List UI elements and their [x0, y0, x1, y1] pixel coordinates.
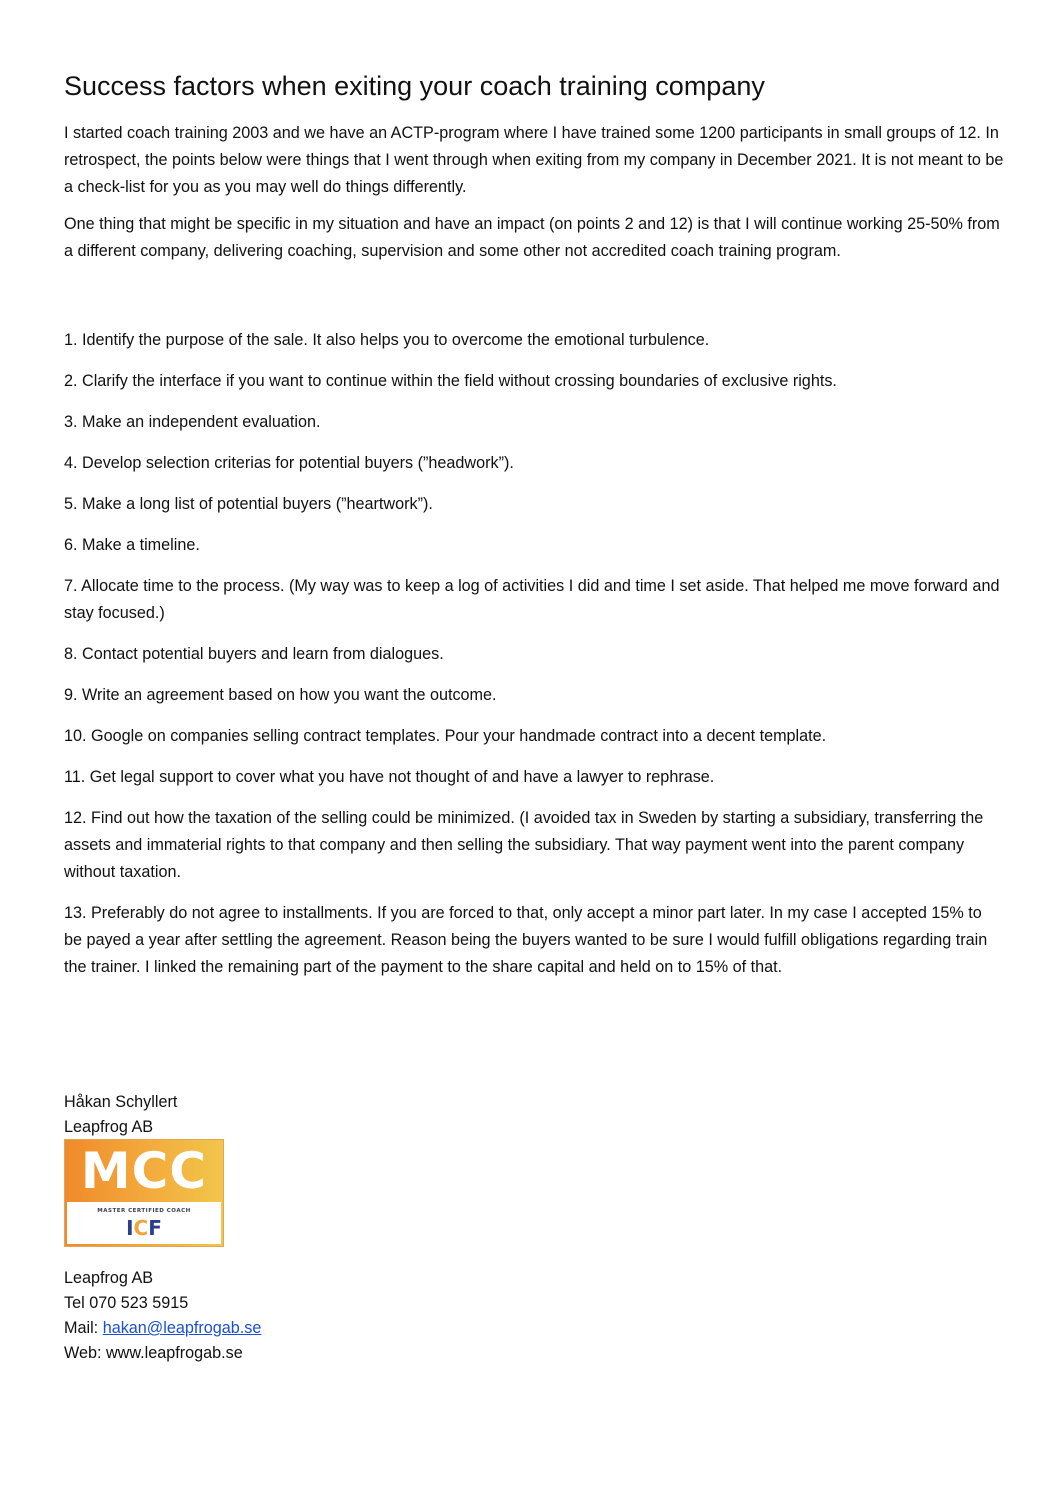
list-item: 9. Write an agreement based on how you want the outcome.: [64, 686, 497, 704]
badge-mcc-text: MCC: [80, 1142, 208, 1200]
icf-letter-c: C: [133, 1216, 149, 1240]
mail-label: Mail:: [64, 1319, 103, 1337]
section-spacer: [64, 275, 1004, 327]
list-item: 2. Clarify the interface if you want to continue within the field without crossing boundaries of exclusive rights.: [64, 372, 837, 390]
list-item: 1. Identify the purpose of the sale. It also helps you to overcome the emotional turbulence.: [64, 331, 710, 349]
icf-letter-i: I: [126, 1216, 134, 1240]
icf-logo-icon: [67, 1216, 221, 1240]
contact-mail: [64, 1316, 261, 1341]
list-item: 6. Make a timeline.: [64, 536, 200, 554]
author-name: Håkan Schyllert: [64, 1093, 178, 1111]
list-item: 5. Make a long list of potential buyers (”heartwork”).: [64, 495, 433, 513]
contact-company: Leapfrog AB: [64, 1269, 154, 1287]
badge-bottom-band: [67, 1202, 221, 1244]
mcc-badge-logo: [64, 1139, 224, 1247]
document-body: [64, 66, 1004, 995]
badge-top-band: [65, 1140, 223, 1202]
signature-block: [64, 1090, 177, 1140]
document-title: Success factors when exiting your coach training company: [64, 71, 765, 101]
icf-letter-f: F: [148, 1216, 162, 1240]
intro-paragraph: I started coach training 2003 and we have an ACTP-program where I have trained some 1200 participants in small groups of 12. In retrospect, the points below were things that I went through when exiting from my company in December 2021. It is not meant to be a check-list for you as you may well do things differently.: [64, 124, 1004, 196]
author-company: Leapfrog AB: [64, 1118, 154, 1136]
contact-phone: Tel 070 523 5915: [64, 1294, 189, 1312]
list-item: 11. Get legal support to cover what you have not thought of and have a lawyer to rephrase.: [64, 768, 715, 786]
intro-paragraph: One thing that might be specific in my situation and have an impact (on points 2 and 12) is that I will continue working 25-50% from a different company, delivering coaching, supervision and some other not accredited coach training program.: [64, 215, 1000, 260]
list-item: 8. Contact potential buyers and learn from dialogues.: [64, 645, 444, 663]
contact-block: [64, 1266, 261, 1366]
list-item: 13. Preferably do not agree to installments. If you are forced to that, only accept a minor part later. In my case I accepted 15% to be payed a year after settling the agreement. Reason being the buyers wanted to be sure I would fulfill obligations regarding train the trainer. I linked the remaining part of the payment to the share capital and held on to 15% of that.: [64, 904, 988, 976]
list-item: 4. Develop selection criterias for potential buyers (”headwork”).: [64, 454, 514, 472]
contact-web: Web: www.leapfrogab.se: [64, 1344, 243, 1362]
badge-subtitle: MASTER CERTIFIED COACH: [97, 1208, 191, 1214]
mail-link[interactable]: hakan@leapfrogab.se: [102, 1319, 262, 1337]
list-item: 7. Allocate time to the process. (My way was to keep a log of activities I did and time I set aside. That helped me move forward and stay focused.): [64, 577, 1000, 622]
list-item: 12. Find out how the taxation of the selling could be minimized. (I avoided tax in Sweden by starting a subsidiary, transferring the assets and immaterial rights to that company and then selling the subsidiary. That way payment went into the parent company without taxation.: [64, 809, 984, 881]
list-item: 3. Make an independent evaluation.: [64, 413, 321, 431]
list-item: 10. Google on companies selling contract templates. Pour your handmade contract into a decent template.: [64, 727, 827, 745]
points-list: [64, 327, 1004, 981]
